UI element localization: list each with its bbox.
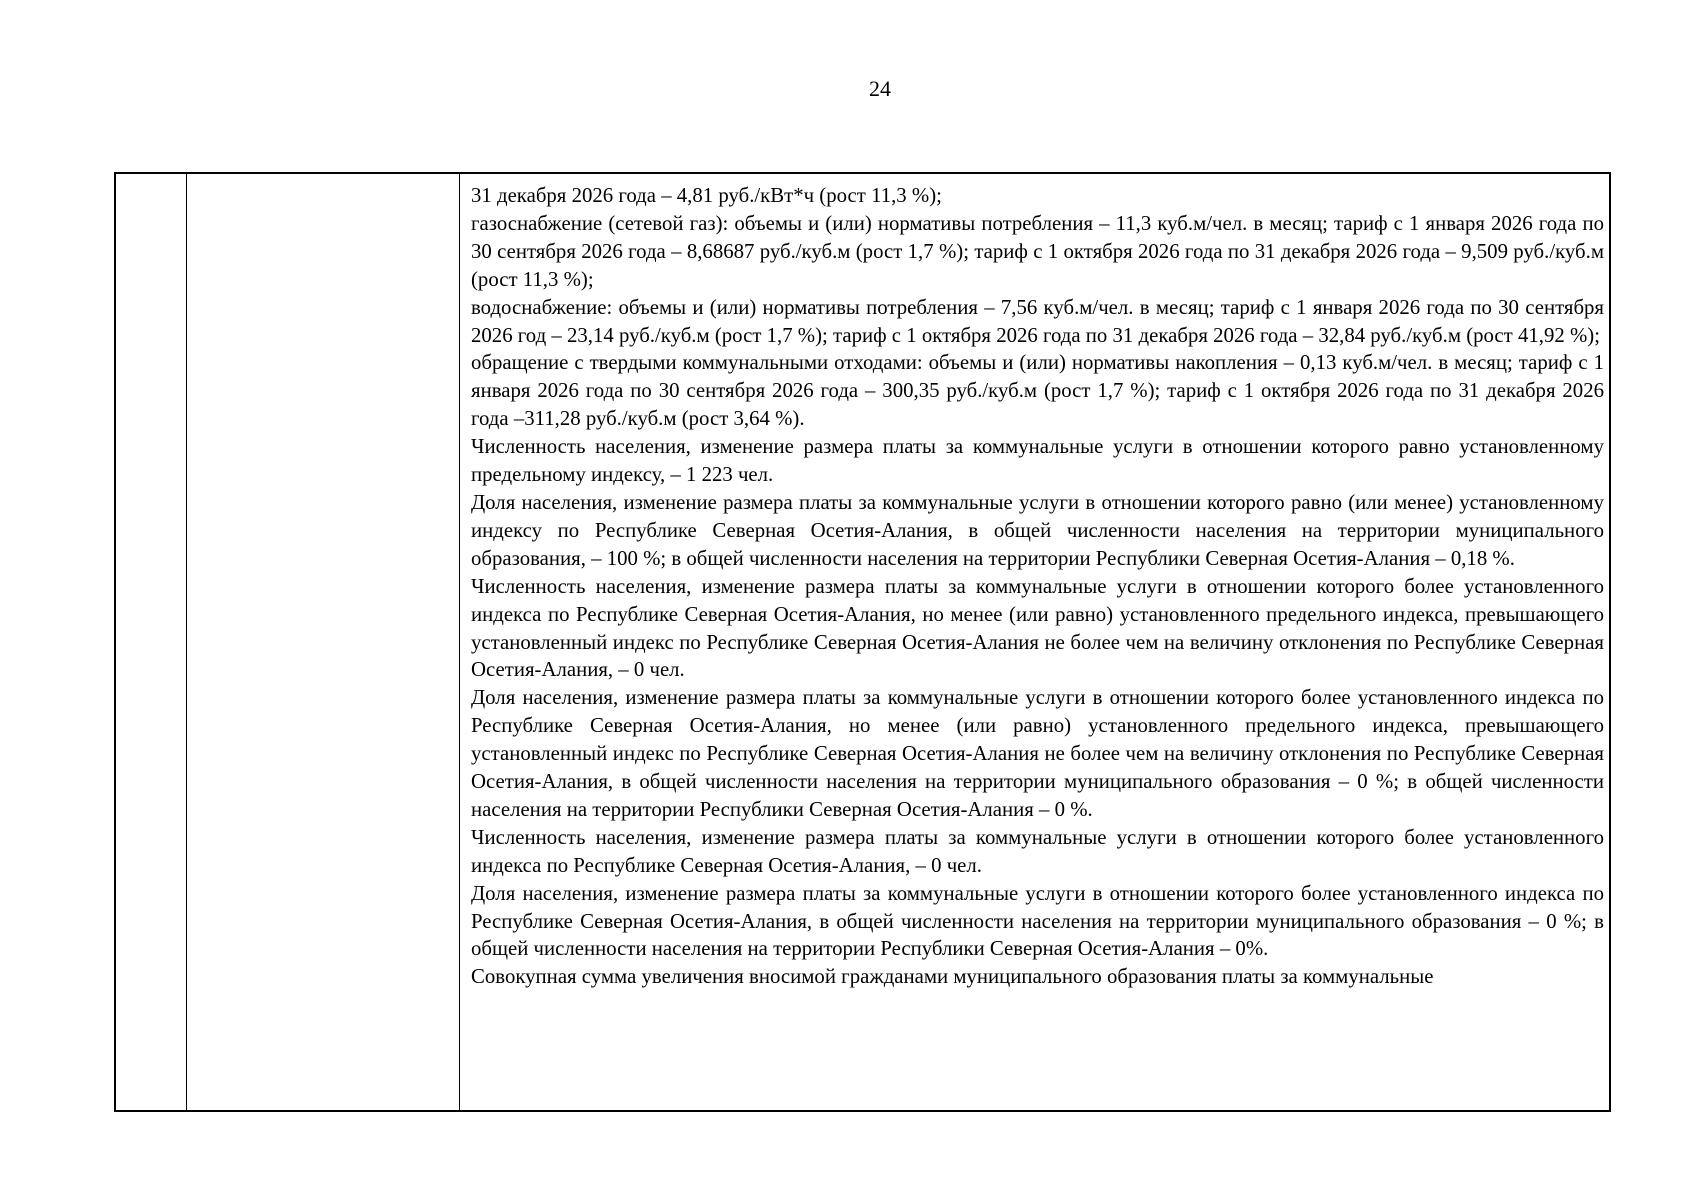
document-table <box>114 172 1611 1112</box>
paragraph-gas-supply: газоснабжение (сетевой газ): объемы и (или) нормативы потребления – 11,3 куб.м/чел. в месяц; тариф с 1 января 2026 года по 30 сентября 2026 года – 8,68687 руб./куб.м (рост 1,7 %); тариф с 1 октября 2026 года по 31 декабря 2026 года – 9,509 руб./куб.м (рост 11,3 %); <box>471 211 1604 291</box>
paragraph-total-increase: Совокупная сумма увеличения вносимой гражданами муниципального образования платы за коммунальные <box>471 965 1434 989</box>
paragraph-population-share-over-index: Доля населения, изменение размера платы за коммунальные услуги в отношении которого более установленного индекса по Республике Северная Осетия-Алания, в общей численности населения на территории муниципального образования – 0 %; в общей численности населения на территории Республики Северная Осетия-Алания – 0%. <box>471 881 1604 961</box>
paragraph-population-share-above-index: Доля населения, изменение размера платы за коммунальные услуги в отношении которого более установленного индекса по Республике Северная Осетия-Алания, но менее (или равно) установленного предельного индекса, превышающего установленный индекс по Республике Северная Осетия-Алания не более чем на величину отклонения по Республике Северная Осетия-Алания, в общей численности населения на территории муниципального образования – 0 %; в общей численности населения на территории Республики Северная Осетия-Алания – 0 %. <box>471 686 1604 821</box>
paragraph-water-supply: водоснабжение: объемы и (или) нормативы потребления – 7,56 куб.м/чел. в месяц; тариф с 1 января 2026 года по 30 сентября 2026 год – 23,14 руб./куб.м (рост 1,7 %); тариф с 1 октября 2026 года по 31 декабря 2026 года – 32,84 руб./куб.м (рост 41,92 %); <box>471 295 1604 347</box>
table-column-divider <box>186 174 187 1110</box>
page-number: 24 <box>869 76 891 101</box>
table-cell-content <box>471 182 1604 991</box>
table-column-divider <box>459 174 460 1110</box>
paragraph-electricity-tariff-end: 31 декабря 2026 года – 4,81 руб./кВт*ч (рост 11,3 %); <box>471 184 942 207</box>
paragraph-solid-waste: обращение с твердыми коммунальными отходами: объемы и (или) нормативы накопления – 0,13 куб.м/чел. в месяц; тариф с 1 января 2026 года по 30 сентября 2026 года – 300,35 руб./куб.м (рост 1,7 %); тариф с 1 октября 2026 года по 31 декабря 2026 года –311,28 руб./куб.м (рост 3,64 %). <box>471 351 1604 431</box>
paragraph-population-count-above-index: Численность населения, изменение размера платы за коммунальные услуги в отношении которого более установленного индекса по Республике Северная Осетия-Алания, но менее (или равно) установленного предельного индекса, превышающего установленный индекс по Республике Северная Осетия-Алания не более чем на величину отклонения по Республике Северная Осетия-Алания, – 0 чел. <box>471 574 1604 682</box>
paragraph-population-count-equal-limit: Численность населения, изменение размера платы за коммунальные услуги в отношении которого равно установленному предельному индексу, – 1 223 чел. <box>471 435 1604 487</box>
paragraph-population-count-over-index: Численность населения, изменение размера платы за коммунальные услуги в отношении которого более установленного индекса по Республике Северная Осетия-Алания, – 0 чел. <box>471 825 1604 877</box>
paragraph-population-share-equal-index: Доля населения, изменение размера платы за коммунальные услуги в отношении которого равно (или менее) установленному индексу по Республике Северная Осетия-Алания, в общей численности населения на территории муниципального образования, – 100 %; в общей численности населения на территории Республики Северная Осетия-Алания – 0,18 %. <box>471 490 1604 570</box>
